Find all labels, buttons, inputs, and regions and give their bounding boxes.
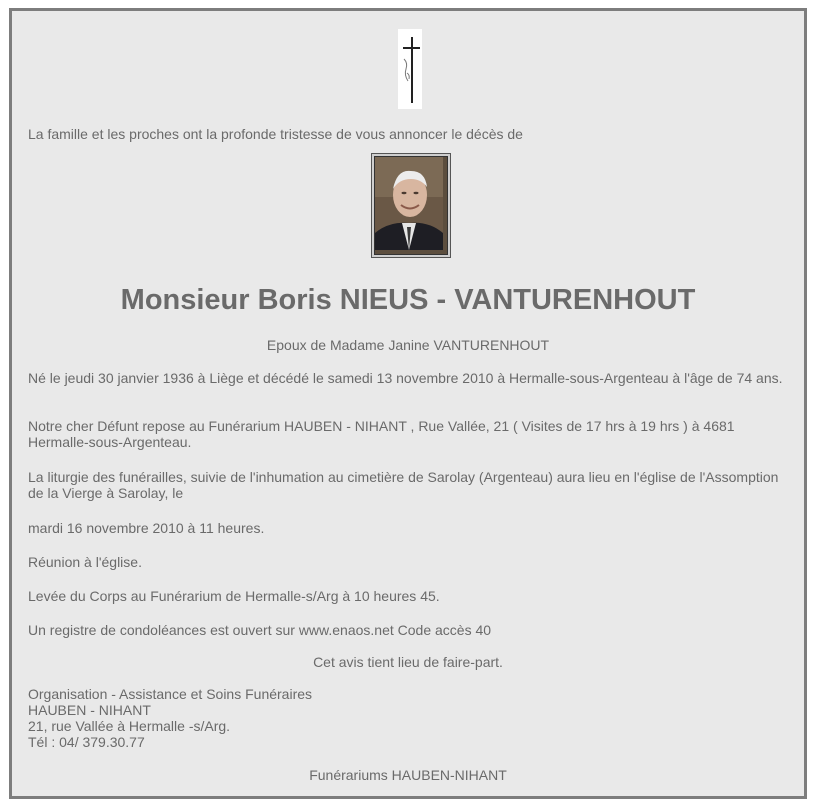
org-line: Tél : 04/ 379.30.77 xyxy=(28,734,145,750)
funeral-date-text: mardi 16 novembre 2010 à 11 heures. xyxy=(28,520,265,536)
deceased-name: Monsieur Boris NIEUS - VANTURENHOUT xyxy=(120,284,696,316)
birth-death-text: Né le jeudi 30 janvier 1936 à Liège et décédé le samedi 13 novembre 2010 à Hermalle-sous-Argenteau à l'âge de 74 ans. xyxy=(28,370,783,386)
liturgy-text: La liturgie des funérailles, suivie de l'inhumation au cimetière de Sarolay (Argenteau) aura lieu en l'église de l'Assomption de la Vierge à Sarolay, le xyxy=(28,469,779,501)
register-text: Un registre de condoléances est ouvert sur www.enaos.net Code accès 40 xyxy=(28,622,492,638)
org-line: Organisation - Assistance et Soins Funéraires xyxy=(28,686,313,702)
cross-icon xyxy=(398,29,422,109)
org-line: HAUBEN - NIHANT xyxy=(28,702,151,718)
faire-part-text: Cet avis tient lieu de faire-part. xyxy=(313,654,503,670)
organisation-block xyxy=(28,686,788,750)
reunion-text: Réunion à l'église. xyxy=(28,554,142,570)
footer-text: Funérariums HAUBEN-NIHANT xyxy=(309,767,507,783)
intro-text: La famille et les proches ont la profonde tristesse de vous annoncer le décès de xyxy=(28,126,523,142)
spouse-text: Epoux de Madame Janine VANTURENHOUT xyxy=(266,337,550,353)
rest-text: Notre cher Défunt repose au Funérarium HAUBEN - NIHANT , Rue Vallée, 21 ( Visites de 17 hrs à 19 hrs ) à 4681 Hermalle-sous-Argenteau. xyxy=(28,418,735,450)
portrait-photo xyxy=(371,153,451,258)
levee-text: Levée du Corps au Funérarium de Hermalle-s/Arg à 10 heures 45. xyxy=(28,588,440,604)
death-notice-frame xyxy=(9,8,807,799)
org-line: 21, rue Vallée à Hermalle -s/Arg. xyxy=(28,718,231,734)
